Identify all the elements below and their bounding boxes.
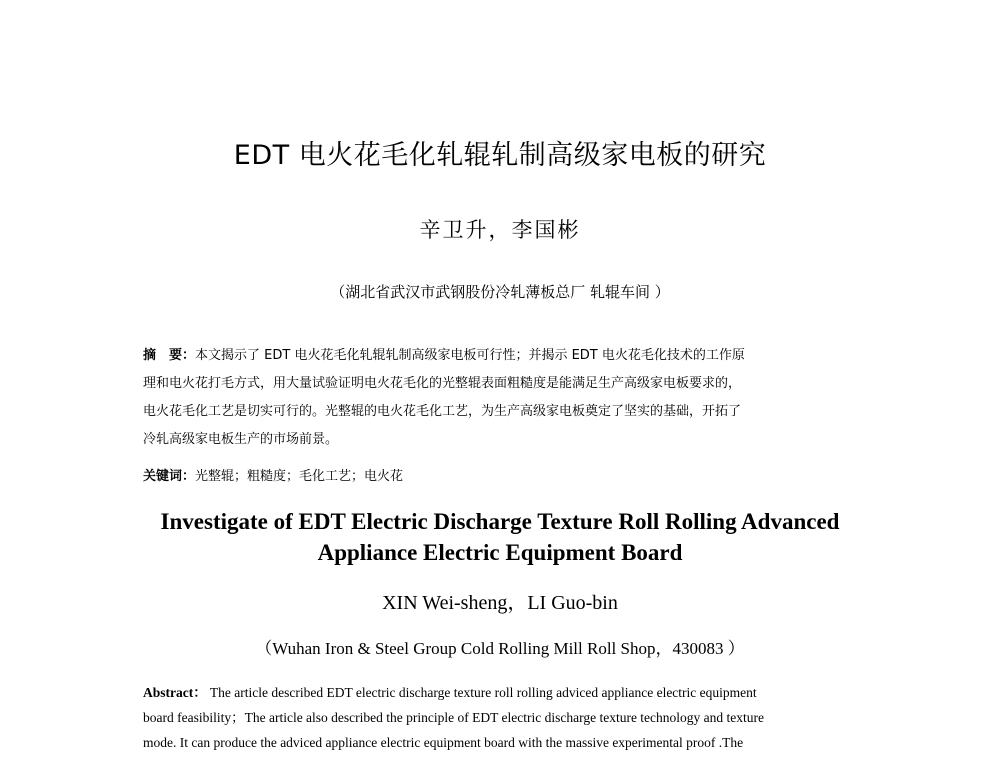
abstract-cn-line-1: 摘 要：本文揭示了 EDT 电火花毛化轧辊轧制高级家电板可行性；并揭示 EDT 电火花毛化技术的工作原 (143, 348, 745, 363)
abstract-cn-label: 摘 要： (143, 348, 196, 363)
keywords-cn-text: 光整辊；粗糙度；毛化工艺；电火花 (195, 469, 404, 484)
abstract-cn-line-4: 冷轧高级家电板生产的市场前景。 (143, 432, 339, 447)
abstract-en-line-3: mode. It can produce the adviced appliance electric equipment board with the massive experimental proof .The (143, 735, 744, 750)
paper-title-en-line-2: Appliance Electric Equipment Board (317, 540, 683, 565)
abstract-en-label: Abstract： (143, 685, 207, 700)
abstract-cn-line-3: 电火花毛化工艺是切实可行的。光整辊的电火花毛化工艺，为生产高级家电板奠定了坚实的基础，开拓了 (143, 404, 742, 419)
keywords-cn-label: 关键词： (143, 469, 196, 484)
abstract-cn (143, 342, 855, 454)
abstract-en-line-2: board feasibility；The article also described the principle of EDT electric discharge texture technology and texture (143, 710, 765, 725)
abstract-en-line-1: Abstract： The article described EDT electric discharge texture roll rolling adviced appliance electric equipment (143, 685, 757, 700)
affiliation-cn: （湖北省武汉市武钢股份冷轧薄板总厂 轧辊车间 ） (330, 283, 670, 301)
authors-en: XIN Wei-sheng，LI Guo-bin (382, 592, 618, 614)
abstract-cn-line-2: 理和电火花打毛方式，用大量试验证明电火花毛化的光整辊表面粗糙度是能满足生产高级家电板要求的， (143, 376, 742, 391)
keywords-cn (143, 465, 855, 484)
affiliation-en: （Wuhan Iron & Steel Group Cold Rolling Mill Roll Shop，430083 ） (255, 639, 745, 658)
paper-title-en (0, 506, 1000, 568)
authors-cn: 辛卫升，李国彬 (419, 218, 581, 242)
abstract-en (143, 680, 855, 755)
paper-title-en-line-1: Investigate of EDT Electric Discharge Texture Roll Rolling Advanced (160, 509, 840, 534)
paper-title-cn: EDT 电火花毛化轧辊轧制高级家电板的研究 (233, 140, 767, 171)
